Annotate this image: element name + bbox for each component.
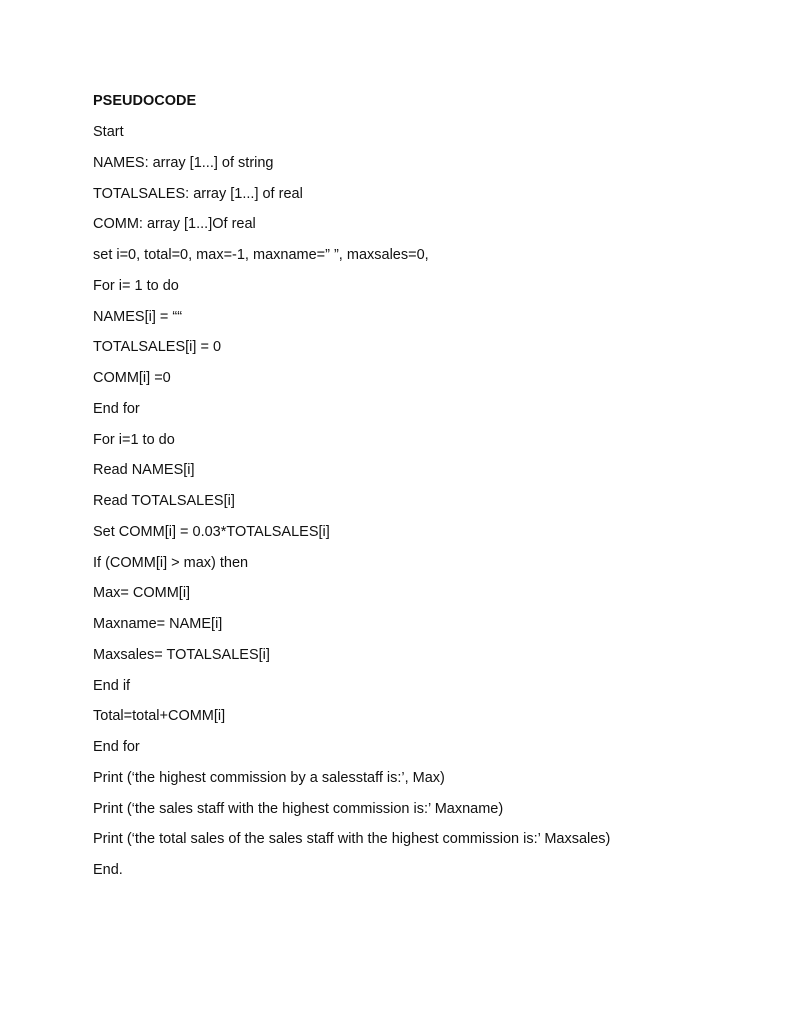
pseudocode-line: COMM[i] =0 (93, 370, 171, 386)
pseudocode-content (93, 93, 773, 893)
pseudocode-line: End. (93, 862, 123, 878)
pseudocode-line: Maxname= NAME[i] (93, 616, 223, 632)
pseudocode-line: TOTALSALES: array [1...] of real (93, 185, 303, 202)
pseudocode-line: NAMES[i] = ““ (93, 308, 183, 325)
pseudocode-line: NAMES: array [1...] of string (93, 154, 274, 171)
pseudocode-line: COMM: array [1...]Of real (93, 216, 256, 233)
pseudocode-line: For i=1 to do (93, 431, 175, 448)
pseudocode-line: set i=0, total=0, max=-1, maxname=” ”, maxsales=0, (93, 247, 429, 263)
pseudocode-line: Read NAMES[i] (93, 462, 195, 479)
pseudocode-line: Set COMM[i] = 0.03*TOTALSALES[i] (93, 523, 330, 540)
pseudocode-line: For i= 1 to do (93, 277, 179, 294)
pseudocode-line: End for (93, 400, 140, 417)
pseudocode-line: Print (‘the highest commission by a salesstaff is:’, Max) (93, 769, 445, 786)
pseudocode-line: Max= COMM[i] (93, 585, 191, 602)
pseudocode-line: End if (93, 677, 131, 694)
pseudocode-line: If (COMM[i] > max) then (93, 554, 249, 571)
pseudocode-line: End for (93, 739, 140, 755)
pseudocode-line: TOTALSALES[i] = 0 (93, 339, 222, 356)
pseudocode-line: Maxsales= TOTALSALES[i] (93, 646, 270, 663)
pseudocode-line: Print (‘the sales staff with the highest commission is:’ Maxname) (93, 800, 504, 817)
pseudocode-line: Read TOTALSALES[i] (93, 493, 235, 509)
pseudocode-lines (93, 124, 773, 879)
document-heading: PSEUDOCODE (93, 93, 197, 109)
pseudocode-line: Start (93, 124, 124, 140)
pseudocode-line: Total=total+COMM[i] (93, 708, 226, 725)
pseudocode-line: Print (‘the total sales of the sales staff with the highest commission is:’ Maxsales) (93, 831, 611, 848)
